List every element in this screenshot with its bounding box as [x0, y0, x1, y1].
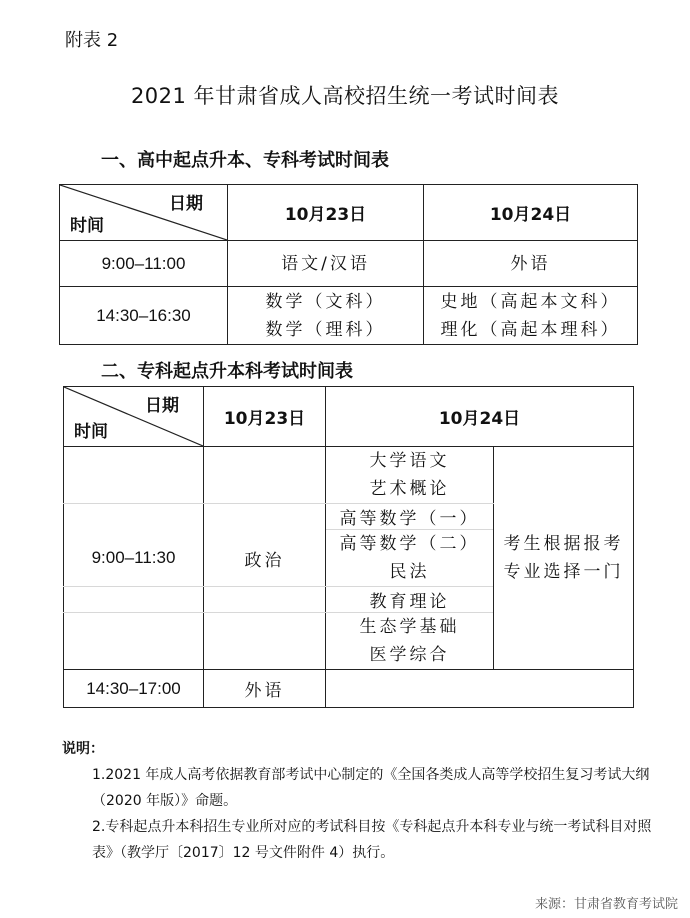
notes-heading: 说明： [62, 741, 104, 757]
table-header-row [60, 185, 638, 241]
time-cell [64, 504, 204, 530]
col-header-oct23: 10月23日 [228, 185, 424, 241]
subject: 民法 [389, 562, 430, 582]
time-cell: 9:00–11:30 [64, 530, 204, 587]
note-item: 1.2021 年成人高考依据教育部考试中心制定的《全国各类成人高等学校招生复习考试大纲（2020 年版）》命题。 [92, 767, 650, 809]
subject: 语文/汉语 [281, 253, 370, 274]
table-header-row [64, 387, 634, 447]
subject-cell [326, 447, 494, 504]
subject-cell [326, 530, 494, 587]
table-row [64, 447, 634, 504]
subject-cell [204, 447, 326, 504]
schedule-table-1 [59, 184, 638, 345]
subject-cell: 政治 [204, 530, 326, 587]
subject: 大学语文 [369, 451, 450, 471]
table-row [60, 241, 638, 287]
subject-cell [424, 287, 638, 345]
subject-cell [326, 670, 634, 708]
time-cell [64, 447, 204, 504]
time-cell [64, 587, 204, 613]
subject: 高等数学（一） [326, 504, 494, 530]
subject: 理化（高起本理科） [440, 319, 621, 340]
table-row [60, 287, 638, 345]
appendix-label: 附表 2 [65, 30, 119, 51]
subject-cell [204, 613, 326, 670]
header-time-label: 时间 [74, 422, 108, 442]
subject: 医学综合 [369, 645, 450, 665]
header-diagonal-cell [60, 185, 228, 241]
time-cell [64, 613, 204, 670]
subject: 教育理论 [326, 587, 494, 613]
subject: 数学（理科） [265, 319, 386, 340]
time-cell: 14:30–17:00 [64, 670, 204, 708]
subject-cell [204, 504, 326, 530]
header-date-label: 日期 [145, 396, 179, 416]
header-date-label: 日期 [169, 194, 203, 214]
elective-note: 专业选择一门 [503, 562, 624, 582]
subject-cell [228, 287, 424, 345]
section2-title: 二、专科起点升本科考试时间表 [101, 361, 353, 382]
time-cell: 9:00–11:00 [60, 241, 228, 287]
col-header-oct23: 10月23日 [204, 387, 326, 447]
elective-note: 考生根据报考 [503, 534, 624, 554]
page-title: 2021 年甘肃省成人高校招生统一考试时间表 [130, 84, 560, 108]
subject-cell [326, 613, 494, 670]
subject: 外语 [510, 253, 551, 274]
elective-note-cell [494, 447, 634, 670]
source-credit: 来源：甘肃省教育考试院 [534, 897, 678, 912]
col-header-oct24: 10月24日 [326, 387, 634, 447]
subject: 艺术概论 [369, 479, 450, 499]
col-header-oct24: 10月24日 [424, 185, 638, 241]
subject: 数学（文科） [265, 291, 386, 312]
time-cell: 14:30–16:30 [60, 287, 228, 345]
subject: 生态学基础 [359, 617, 460, 637]
note-item: 2.专科起点升本科招生专业所对应的考试科目按《专科起点升本科专业与统一考试科目对照表》（教学厅〔2017〕12 号文件附件 4）执行。 [92, 819, 652, 861]
subject: 高等数学（二） [339, 534, 480, 554]
schedule-table-2 [63, 386, 634, 708]
header-diagonal-cell [64, 387, 204, 447]
section1-title: 一、高中起点升本、专科考试时间表 [101, 150, 389, 171]
subject-cell [424, 241, 638, 287]
header-time-label: 时间 [70, 216, 104, 236]
subject: 史地（高起本文科） [440, 291, 621, 312]
subject-cell [204, 587, 326, 613]
table-row [64, 670, 634, 708]
subject-cell: 外语 [204, 670, 326, 708]
subject-cell [228, 241, 424, 287]
